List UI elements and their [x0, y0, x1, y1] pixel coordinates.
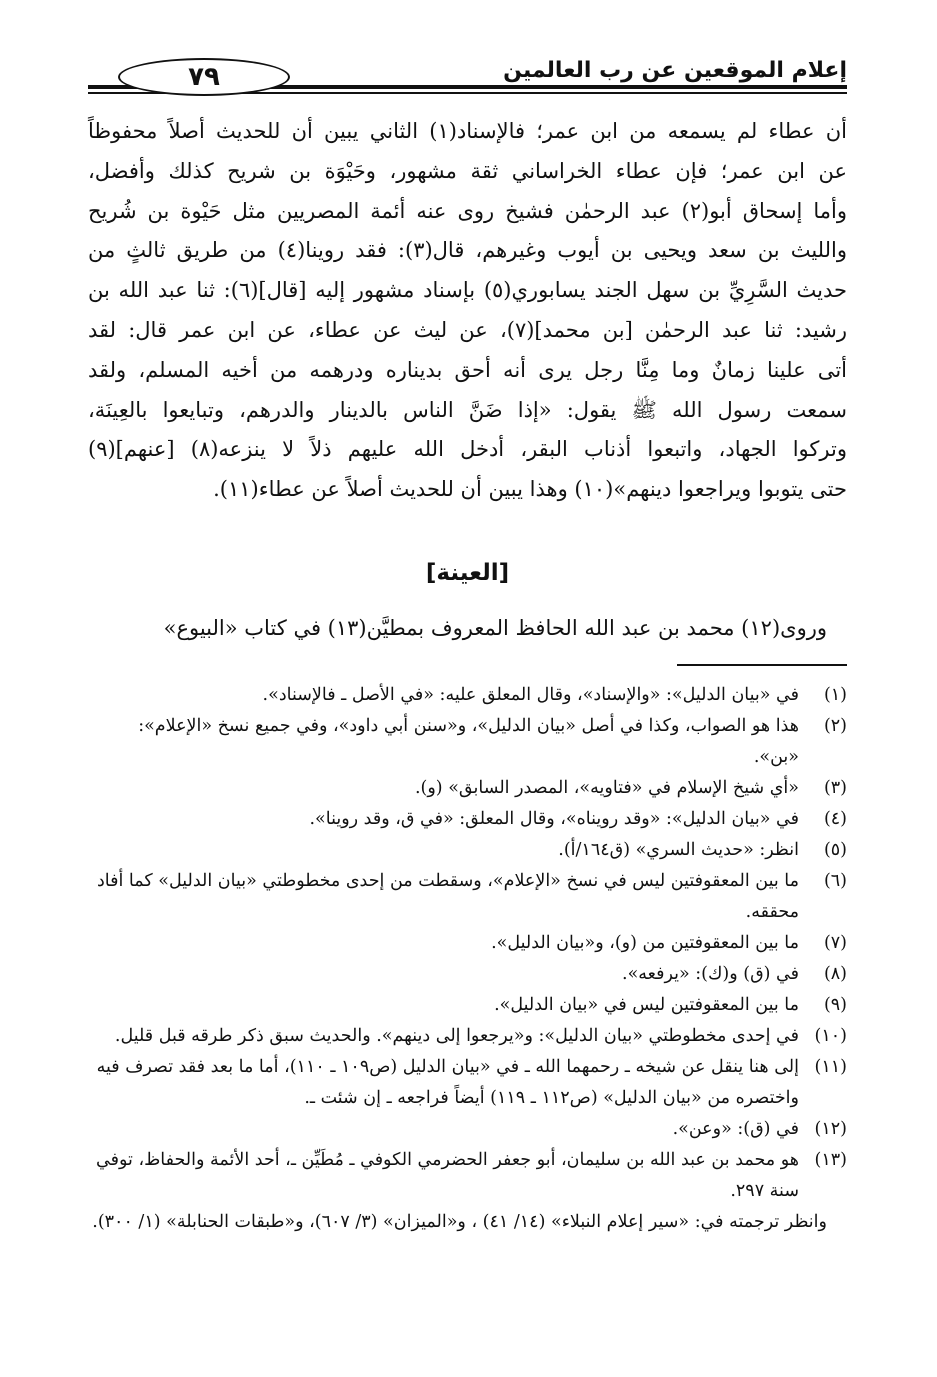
text-line: والليث بن سعد ويحيى بن أيوب وغيرهم، قال(٣): فقد روينا(٤) من طريق ثالثٍ من: [88, 238, 847, 263]
footnote-text: «أي شيخ الإسلام في «فتاويه»، المصدر السابق» (و).: [414, 778, 799, 798]
footnote: [88, 835, 847, 866]
footnote-number: (١٠): [814, 1026, 847, 1046]
footnote-number: (٣): [823, 778, 847, 798]
text-line: أن عطاء لم يسمعه من ابن عمر؛ فالإسناد(١) الثاني يبين أن للحديث أصلاً محفوظاً: [88, 119, 847, 143]
footnote-text: في إحدى مخطوطتي «بيان الدليل»: و«يرجعوا إلى دينهم». والحديث سبق ذكر طرقه قبل قليل.: [114, 1026, 799, 1046]
text-line: عن ابن عمر؛ فإن عطاء الخراساني ثقة مشهور، وحَيْوَة بن شريح كذلك وأفضل،: [88, 158, 847, 183]
footnote-text: هو محمد بن عبد الله بن سليمان، أبو جعفر الحضرمي الكوفي ـ مُطَيِّن ـ، أحد الأئمة والحفاظ، توفي سنة ٢٩٧.: [96, 1150, 799, 1201]
text-line: حتى يتوبوا ويراجعوا دينهم»(١٠) وهذا يبين أن للحديث أصلاً عن عطاء(١١).: [213, 477, 847, 502]
footnote-number: (٧): [823, 933, 847, 953]
footnote-number: (٢): [823, 716, 847, 736]
text-line: وتركوا الجهاد، واتبعوا أذناب البقر، أدخل الله عليهم ذلاً لا ينزعه(٨) [عنهم](٩): [88, 437, 847, 462]
text-line: سمعت رسول الله ﷺ يقول: «إذا ضَنَّ الناس بالدينار والدرهم، وتبايعوا بالعِينَة،: [88, 397, 847, 422]
footnote-text: إلى هنا ينقل عن شيخه ـ رحمهما الله ـ في «بيان الدليل (ص١٠٩ ـ ١١٠)، أما ما بعد فقد تصرف فيه واختصره من «بيان الدليل» (ص١١٢ ـ ١١٩) أيضاً فراجعه ـ إن شئت ـ.: [96, 1057, 799, 1108]
page-number-oval: [118, 58, 290, 96]
footnote: [88, 959, 847, 990]
footnote: [88, 866, 847, 928]
footnote-number: (١١): [814, 1057, 847, 1077]
footnote: [88, 1145, 847, 1207]
footnotes: [88, 680, 847, 1238]
footnote-number: (٥): [823, 840, 847, 860]
footnote-number: (٨): [823, 964, 847, 984]
footnote: [88, 804, 847, 835]
footnote: [88, 1021, 847, 1052]
footnote-number: (٩): [823, 995, 847, 1015]
main-text: [88, 112, 847, 510]
footnote-text: في (ق) و(ك): «يرفعه».: [622, 964, 799, 984]
footnote-text: انظر: «حديث السري» (ق١٦٤/أ).: [558, 840, 799, 860]
footnote-text: ما بين المعقوفتين من (و)، و«بيان الدليل».: [491, 933, 799, 953]
text-line: رشيد: ثنا عبد الرحمٰن [بن محمد](٧)، عن ليث عن عطاء، عن ابن عمر قال: لقد: [88, 317, 848, 342]
footnote: [88, 711, 847, 773]
page-header: [88, 50, 847, 98]
section-heading: [العينة]: [425, 560, 510, 586]
text-line: حديث السَّرِيِّ بن سهل الجند يسابوري(٥) بإسناد مشهور إليه [قال](٦): ثنا عبد الله بن: [88, 278, 848, 303]
footnote: [88, 990, 847, 1021]
page-number: ٧٩: [188, 62, 220, 92]
footnote-text: هذا هو الصواب، وكذا في أصل «بيان الدليل»، و«سنن أبي داود»، وفي جميع نسخ «الإعلام»: «بن».: [138, 716, 799, 767]
footnote-text: في «بيان الدليل»: «وقد رويناه»، وقال المعلق: «في ق، وقد روينا».: [309, 809, 799, 829]
footnote-separator: [677, 664, 847, 666]
footnote-number: (٦): [823, 871, 847, 891]
section-intro-line: وروى(١٢) محمد بن عبد الله الحافظ المعروف بمطيَّن(١٣) في كتاب «البيوع»: [163, 616, 827, 640]
footnote-continuation: وانظر ترجمته في: «سير إعلام النبلاء» (١٤/ ٤١) ، و«الميزان» (٣/ ٦٠٧)، و«طبقات الحنابلة» (١/ ٣٠٠).: [92, 1212, 827, 1232]
footnote: [88, 680, 847, 711]
footnote-text: ما بين المعقوفتين ليس في «بيان الدليل».: [494, 995, 799, 1015]
text-line: وأما إسحاق أبو(٢) عبد الرحمٰن فشيخ روى عنه أئمة المصريين مثل حَيْوة بن شُريح: [88, 198, 847, 223]
footnote-text: في (ق): «وعن».: [672, 1119, 799, 1139]
footnote: [88, 928, 847, 959]
footnote-number: (١٣): [814, 1150, 847, 1170]
running-title: إعلام الموقعين عن رب العالمين: [503, 58, 847, 83]
footnote-number: (١): [823, 685, 847, 705]
footnote-number: (٤): [823, 809, 847, 829]
footnote-text: في «بيان الدليل»: «والإسناد»، وقال المعلق عليه: «في الأصل ـ فالإسناد».: [262, 685, 799, 705]
footnote-number: (١٢): [814, 1119, 847, 1139]
text-line: أتى علينا زمانٌ وما مِنَّا رجل يرى أنه أحق بديناره ودرهمه من أخيه المسلم، ولقد: [88, 357, 847, 382]
footnote: [88, 773, 847, 804]
footnote: [88, 1114, 847, 1145]
footnote-text: ما بين المعقوفتين ليس في نسخ «الإعلام»، وسقطت من إحدى مخطوطتي «بيان الدليل» كما أفاد محققه.: [97, 871, 799, 922]
footnote: [88, 1052, 847, 1114]
